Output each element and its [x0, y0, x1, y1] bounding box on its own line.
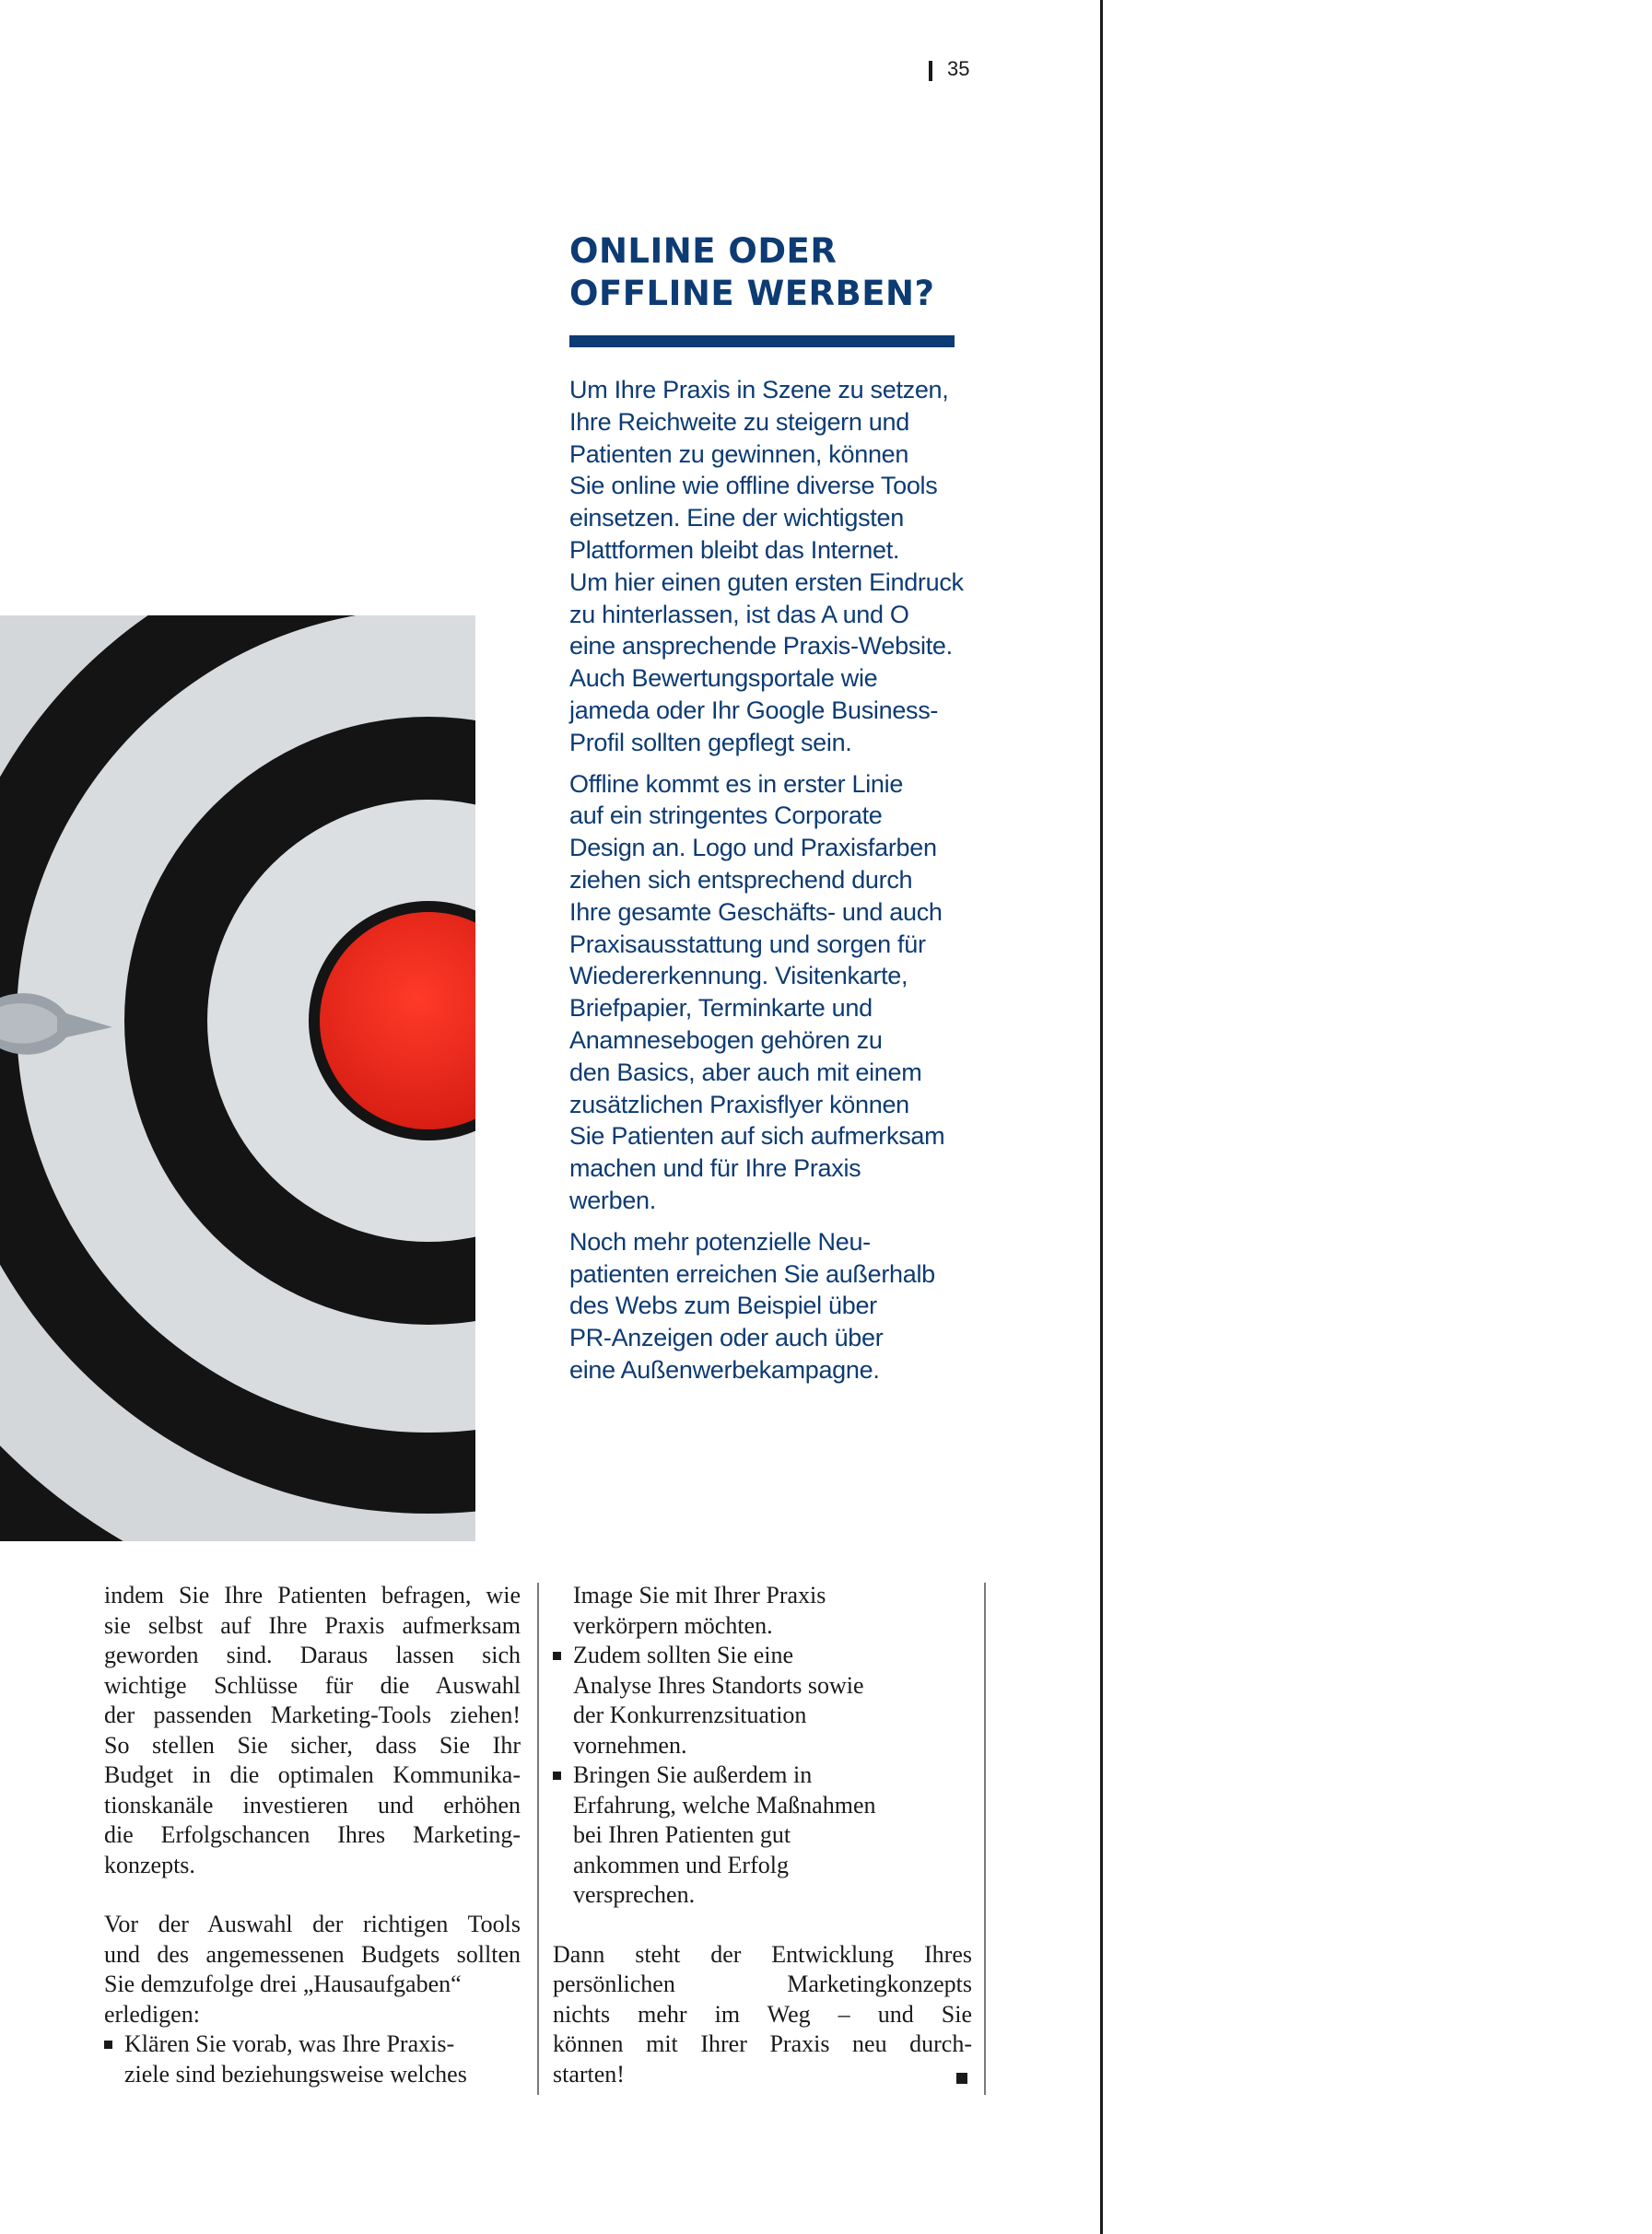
body-line: der passenden Marketing-Tools ziehen! [104, 1702, 521, 1728]
body-line: Image Sie mit Ihrer Praxis [573, 1582, 826, 1608]
intro-line: PR-Anzeigen oder auch über [569, 1324, 884, 1352]
column-divider [537, 1583, 539, 2095]
intro-text [569, 374, 984, 1396]
intro-line: auf ein stringentes Corporate [569, 801, 883, 830]
intro-line: Um hier einen guten ersten Eindruck [569, 567, 964, 596]
intro-line: patienten erreichen Sie außerhalb [569, 1259, 935, 1288]
headline-line-1: ONLINE ODER [569, 231, 838, 271]
intro-line: Praxisausstattung und sorgen für [569, 930, 926, 958]
intro-line: zusätzlichen Praxisflyer können [569, 1090, 909, 1118]
intro-line: Profil sollten gepflegt sein. [569, 728, 852, 756]
intro-paragraph-2 [569, 768, 984, 1217]
body-line: indem Sie Ihre Patienten befragen, wie [104, 1582, 521, 1608]
intro-line: zu hinterlassen, ist das A und O [569, 600, 909, 628]
intro-line: Patienten zu gewinnen, können [569, 439, 909, 468]
body-column-left [104, 1581, 521, 2089]
closing-paragraph [553, 1940, 972, 2090]
intro-line: Um Ihre Praxis in Szene zu setzen, [569, 376, 949, 404]
body-line: ziele sind beziehungsweise welches [124, 2060, 467, 2088]
intro-line: machen und für Ihre Praxis [569, 1154, 861, 1183]
intro-line: werben. [569, 1186, 656, 1214]
intro-line: Sie Patienten auf sich aufmerksam [569, 1122, 945, 1151]
body-line: Erfahrung, welche Maßnahmen [573, 1791, 876, 1819]
headline-accent-bar [569, 335, 955, 347]
bullet-square-icon [553, 1652, 561, 1660]
body-line: persönlichen Marketingkonzepts [553, 1971, 972, 1997]
body-line: versprechen. [573, 1881, 696, 1908]
body-line: tionskanäle investieren und erhöhen [104, 1791, 521, 1819]
body-line: verkörpern möchten. [573, 1611, 773, 1639]
body-line: erledigen: [104, 2000, 200, 2028]
intro-line: Briefpapier, Terminkarte und [569, 994, 873, 1023]
bullet-item [553, 1760, 972, 1911]
intro-line: eine ansprechende Praxis-Website. [569, 632, 953, 661]
body-line: können mit Ihrer Praxis neu durch- [553, 2030, 972, 2057]
intro-line: Auch Bewertungsportale wie [569, 664, 878, 693]
page-edge-rule [1100, 0, 1103, 2234]
body-paragraph [104, 1910, 521, 2029]
intro-line: Wiedererkennung. Visitenkarte, [569, 962, 908, 990]
body-line: Zudem sollten Sie eine [573, 1642, 794, 1668]
intro-line: Ihre Reichweite zu steigern und [569, 407, 909, 436]
body-line: Vor der Auswahl der richtigen Tools [104, 1911, 521, 1937]
dartboard-photo [0, 615, 475, 1541]
end-of-article-square-icon [956, 2073, 967, 2084]
body-line: wichtige Schlüsse für die Auswahl [104, 1671, 521, 1699]
body-line: Sie demzufolge drei „Hausaufgaben“ [104, 1971, 462, 1997]
body-line: Bringen Sie außerdem in [573, 1761, 813, 1788]
intro-paragraph-1 [569, 374, 984, 759]
body-line: die Erfolgschancen Ihres Marketing- [104, 1821, 521, 1848]
article-headline [569, 230, 966, 315]
body-line: konzepts. [104, 1851, 195, 1878]
bullet-item [104, 2029, 521, 2089]
headline-line-2: OFFLINE WERBEN? [569, 274, 935, 313]
intro-line: Offline kommt es in erster Linie [569, 769, 904, 798]
intro-line: Anamnesebogen gehören zu [569, 1025, 883, 1054]
bullet-square-icon [104, 2041, 112, 2049]
bullet-item-continued [553, 1581, 972, 1641]
intro-line: den Basics, aber auch mit einem [569, 1058, 922, 1086]
body-column-right [553, 1581, 972, 2089]
body-line: nichts mehr im Weg – und Sie [553, 2000, 972, 2028]
body-line: Klären Sie vorab, was Ihre Praxis- [124, 2030, 455, 2057]
intro-line: eine Außenwerbekampagne. [569, 1355, 880, 1384]
intro-paragraph-3 [569, 1226, 984, 1386]
page-number-marker [929, 61, 932, 81]
body-line: Dann steht der Entwicklung Ihres [553, 1940, 972, 1968]
body-paragraph [104, 1581, 521, 1880]
body-line: Budget in die optimalen Kommunika- [104, 1761, 521, 1788]
body-line: geworden sind. Daraus lassen sich [104, 1642, 521, 1668]
body-line: starten! [553, 2060, 625, 2088]
body-line: vornehmen. [573, 1731, 687, 1759]
body-line: So stellen Sie sicher, dass Sie Ihr [104, 1731, 521, 1759]
page-number: 35 [947, 57, 970, 80]
intro-line: jameda oder Ihr Google Business- [569, 696, 939, 724]
body-line: der Konkurrenzsituation [573, 1702, 807, 1728]
intro-line: einsetzen. Eine der wichtigsten [569, 504, 904, 532]
body-line: ankommen und Erfolg [573, 1851, 789, 1878]
intro-line: Plattformen bleibt das Internet. [569, 535, 900, 564]
intro-line: Noch mehr potenzielle Neu- [569, 1227, 871, 1256]
intro-line: Sie online wie offline diverse Tools [569, 472, 938, 500]
body-line: Analyse Ihres Standorts sowie [573, 1671, 864, 1699]
intro-line: des Webs zum Beispiel über [569, 1292, 877, 1320]
intro-line: Design an. Logo und Praxisfarben [569, 834, 937, 862]
dartboard-bullseye-icon [0, 615, 475, 1541]
bullet-square-icon [553, 1772, 561, 1780]
body-line: sie selbst auf Ihre Praxis aufmerksam [104, 1611, 521, 1639]
intro-line: Ihre gesamte Geschäfts- und auch [569, 897, 943, 926]
body-line: bei Ihren Patienten gut [573, 1821, 791, 1848]
intro-line: ziehen sich entsprechend durch [569, 865, 913, 894]
body-line: und des angemessenen Budgets sollten [104, 1940, 521, 1968]
column-right-rule [984, 1583, 986, 2095]
bullet-item [553, 1641, 972, 1760]
